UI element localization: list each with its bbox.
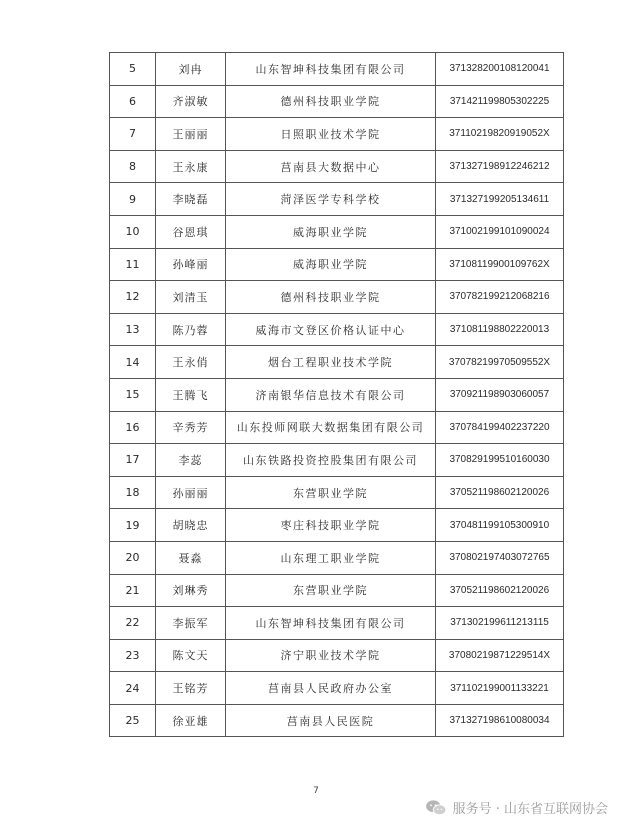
- table-row: [110, 346, 564, 379]
- id-number-cell: 370481199105300910: [436, 509, 564, 542]
- row-number-cell: 15: [110, 378, 156, 411]
- person-name-cell: 孙峰丽: [156, 248, 226, 281]
- id-number-cell: 371081198802220013: [436, 313, 564, 346]
- row-number-cell: 5: [110, 53, 156, 86]
- row-number-cell: 11: [110, 248, 156, 281]
- table-row: [110, 509, 564, 542]
- table-row: [110, 378, 564, 411]
- wechat-icon: [425, 799, 447, 817]
- organization-cell: 烟台工程职业技术学院: [226, 346, 436, 379]
- row-number-cell: 22: [110, 607, 156, 640]
- person-name-cell: 孙丽丽: [156, 476, 226, 509]
- id-number-cell: 370921198903060057: [436, 378, 564, 411]
- row-number-cell: 17: [110, 444, 156, 477]
- id-number-cell: 370829199510160030: [436, 444, 564, 477]
- person-name-cell: 王腾飞: [156, 378, 226, 411]
- id-number-cell: 37108119900109762X: [436, 248, 564, 281]
- row-number-cell: 21: [110, 574, 156, 607]
- row-number-cell: 8: [110, 150, 156, 183]
- organization-cell: 菏泽医学专科学校: [226, 183, 436, 216]
- row-number-cell: 16: [110, 411, 156, 444]
- person-name-cell: 王永俏: [156, 346, 226, 379]
- id-number-cell: 371421199805302225: [436, 85, 564, 118]
- organization-cell: 枣庄科技职业学院: [226, 509, 436, 542]
- row-number-cell: 10: [110, 215, 156, 248]
- id-number-cell: 370784199402237220: [436, 411, 564, 444]
- person-name-cell: 李蕊: [156, 444, 226, 477]
- table-row: [110, 444, 564, 477]
- table-row: [110, 411, 564, 444]
- id-number-cell: 370521198602120026: [436, 574, 564, 607]
- row-number-cell: 14: [110, 346, 156, 379]
- table-row: [110, 672, 564, 705]
- row-number-cell: 12: [110, 281, 156, 314]
- organization-cell: 山东理工职业学院: [226, 541, 436, 574]
- row-number-cell: 18: [110, 476, 156, 509]
- row-number-cell: 13: [110, 313, 156, 346]
- organization-cell: 济宁职业技术学院: [226, 639, 436, 672]
- organization-cell: 东营职业学院: [226, 476, 436, 509]
- organization-cell: 东营职业学院: [226, 574, 436, 607]
- table-row: [110, 183, 564, 216]
- person-name-cell: 陈乃蓉: [156, 313, 226, 346]
- organization-cell: 德州科技职业学院: [226, 85, 436, 118]
- person-name-cell: 刘琳秀: [156, 574, 226, 607]
- row-number-cell: 9: [110, 183, 156, 216]
- id-number-cell: 37110219820919052X: [436, 118, 564, 151]
- page-number: 7: [313, 786, 319, 796]
- person-name-cell: 胡晓忠: [156, 509, 226, 542]
- person-name-cell: 王丽丽: [156, 118, 226, 151]
- organization-cell: 山东铁路投资控股集团有限公司: [226, 444, 436, 477]
- person-name-cell: 李振军: [156, 607, 226, 640]
- organization-cell: 济南银华信息技术有限公司: [226, 378, 436, 411]
- table-row: [110, 53, 564, 86]
- table-row: [110, 281, 564, 314]
- table-row: [110, 574, 564, 607]
- table-row: [110, 541, 564, 574]
- id-number-cell: 371102199001133221: [436, 672, 564, 705]
- id-number-cell: 371328200108120041: [436, 53, 564, 86]
- person-name-cell: 王铭芳: [156, 672, 226, 705]
- row-number-cell: 24: [110, 672, 156, 705]
- person-name-cell: 徐亚雄: [156, 704, 226, 737]
- table-row: [110, 704, 564, 737]
- table-row: [110, 476, 564, 509]
- organization-cell: 莒南县人民医院: [226, 704, 436, 737]
- row-number-cell: 6: [110, 85, 156, 118]
- id-number-cell: 371302199611213115: [436, 607, 564, 640]
- person-name-cell: 聂淼: [156, 541, 226, 574]
- person-name-cell: 谷恩琪: [156, 215, 226, 248]
- id-number-cell: 371327198912246212: [436, 150, 564, 183]
- organization-cell: 山东智坤科技集团有限公司: [226, 607, 436, 640]
- person-name-cell: 齐淑敏: [156, 85, 226, 118]
- row-number-cell: 20: [110, 541, 156, 574]
- person-name-cell: 李晓磊: [156, 183, 226, 216]
- id-number-cell: 370782199212068216: [436, 281, 564, 314]
- wechat-footer: [425, 798, 608, 817]
- organization-cell: 威海市文登区价格认证中心: [226, 313, 436, 346]
- table-row: [110, 313, 564, 346]
- organization-cell: 山东智坤科技集团有限公司: [226, 53, 436, 86]
- table-row: [110, 150, 564, 183]
- table-row: [110, 639, 564, 672]
- organization-cell: 威海职业学院: [226, 248, 436, 281]
- row-number-cell: 23: [110, 639, 156, 672]
- organization-cell: 威海职业学院: [226, 215, 436, 248]
- table-row: [110, 607, 564, 640]
- person-name-cell: 陈文天: [156, 639, 226, 672]
- person-name-cell: 王永康: [156, 150, 226, 183]
- roster-table: [109, 52, 564, 737]
- row-number-cell: 25: [110, 704, 156, 737]
- id-number-cell: 37078219970509552X: [436, 346, 564, 379]
- organization-cell: 山东投师网联大数据集团有限公司: [226, 411, 436, 444]
- id-number-cell: 371002199101090024: [436, 215, 564, 248]
- table-row: [110, 85, 564, 118]
- row-number-cell: 19: [110, 509, 156, 542]
- table-row: [110, 215, 564, 248]
- person-name-cell: 刘清玉: [156, 281, 226, 314]
- id-number-cell: 371327199205134611: [436, 183, 564, 216]
- organization-cell: 莒南县人民政府办公室: [226, 672, 436, 705]
- table-row: [110, 248, 564, 281]
- roster-table-body: [110, 53, 564, 737]
- id-number-cell: 371327198610080034: [436, 704, 564, 737]
- id-number-cell: 37080219871229514X: [436, 639, 564, 672]
- footer-text: 服务号 · 山东省互联网协会: [452, 802, 608, 817]
- person-name-cell: 辛秀芳: [156, 411, 226, 444]
- id-number-cell: 370802197403072765: [436, 541, 564, 574]
- organization-cell: 莒南县大数据中心: [226, 150, 436, 183]
- organization-cell: 日照职业技术学院: [226, 118, 436, 151]
- person-name-cell: 刘冉: [156, 53, 226, 86]
- row-number-cell: 7: [110, 118, 156, 151]
- table-row: [110, 118, 564, 151]
- organization-cell: 德州科技职业学院: [226, 281, 436, 314]
- id-number-cell: 370521198602120026: [436, 476, 564, 509]
